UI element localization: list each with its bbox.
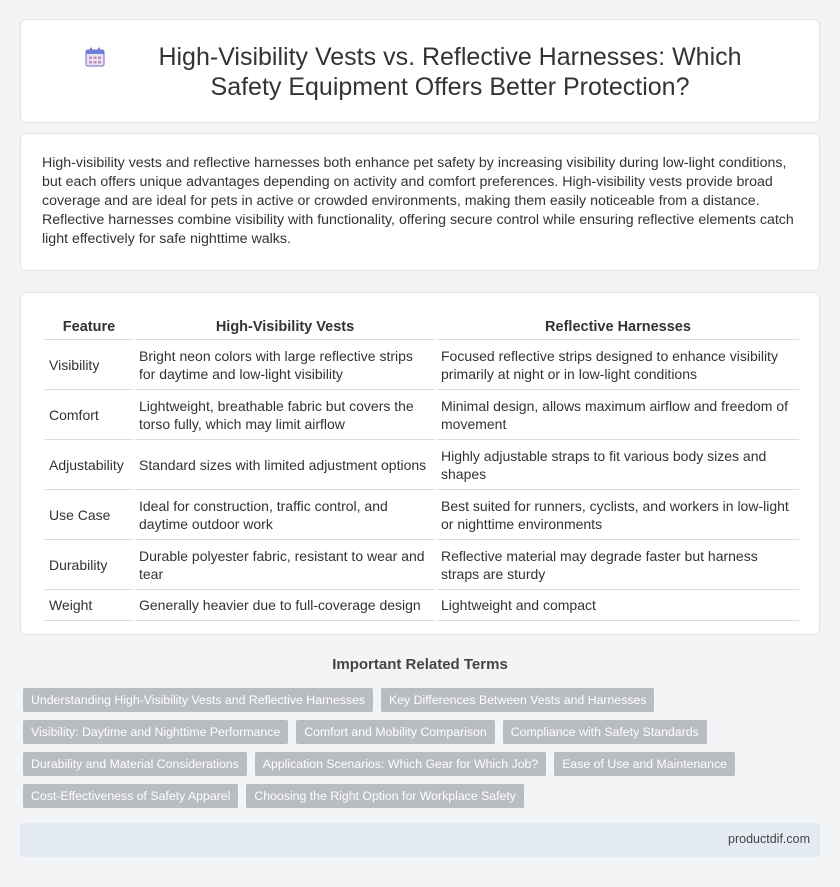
vests-cell: Standard sizes with limited adjustment options — [135, 440, 435, 490]
feature-cell: Use Case — [45, 490, 133, 540]
feature-cell: Comfort — [45, 390, 133, 440]
header-vests: High-Visibility Vests — [135, 315, 435, 340]
calendar-icon — [84, 46, 106, 68]
related-terms-list — [23, 688, 823, 816]
feature-cell: Durability — [45, 540, 133, 590]
vests-cell: Bright neon colors with large reflective strips for daytime and low-light visibility — [135, 340, 435, 390]
intro-paragraph: High-visibility vests and reflective harnesses both enhance pet safety by increasing visibility during low-light conditions, but each offers unique advantages depending on activity and comfort preferences. High-visibility vests provide broad coverage and are ideal for pets in active or crowded environments, making them easily noticeable from a distance. Reflective harnesses combine visibility with functionality, offering secure control while ensuring reflective elements catch light effectively for safe nighttime walks. — [42, 155, 794, 247]
harnesses-cell: Lightweight and compact — [437, 590, 799, 621]
related-term-tag[interactable]: Key Differences Between Vests and Harnesses — [381, 688, 654, 712]
table-row — [45, 490, 799, 540]
vests-cell: Lightweight, breathable fabric but covers the torso fully, which may limit airflow — [135, 390, 435, 440]
related-term-tag[interactable]: Understanding High-Visibility Vests and Reflective Harnesses — [23, 688, 373, 712]
harnesses-cell: Reflective material may degrade faster but harness straps are sturdy — [437, 540, 799, 590]
harnesses-cell: Highly adjustable straps to fit various body sizes and shapes — [437, 440, 799, 490]
table-header-row — [45, 315, 799, 340]
harnesses-cell: Focused reflective strips designed to enhance visibility primarily at night or in low-light conditions — [437, 340, 799, 390]
related-term-tag[interactable]: Ease of Use and Maintenance — [554, 752, 735, 776]
page-title: High-Visibility Vests vs. Reflective Harnesses: Which Safety Equipment Offers Better Protection? — [158, 43, 742, 101]
related-term-tag[interactable]: Visibility: Daytime and Nighttime Performance — [23, 720, 288, 744]
feature-cell: Adjustability — [45, 440, 133, 490]
vests-cell: Generally heavier due to full-coverage design — [135, 590, 435, 621]
feature-cell: Weight — [45, 590, 133, 621]
footer-site-name[interactable]: productdif.com — [728, 832, 810, 846]
vests-cell: Durable polyester fabric, resistant to wear and tear — [135, 540, 435, 590]
vests-cell: Ideal for construction, traffic control, and daytime outdoor work — [135, 490, 435, 540]
table-row — [45, 340, 799, 390]
intro-card — [20, 133, 820, 271]
feature-cell: Visibility — [45, 340, 133, 390]
footer — [20, 823, 820, 857]
comparison-table-card — [20, 292, 820, 635]
table-row — [45, 390, 799, 440]
table-row — [45, 540, 799, 590]
related-terms-title: Important Related Terms — [332, 656, 508, 673]
related-term-tag[interactable]: Application Scenarios: Which Gear for Which Job? — [255, 752, 546, 776]
related-term-tag[interactable]: Durability and Material Considerations — [23, 752, 247, 776]
harnesses-cell: Minimal design, allows maximum airflow and freedom of movement — [437, 390, 799, 440]
header-feature: Feature — [45, 315, 133, 340]
header-harnesses: Reflective Harnesses — [437, 315, 799, 340]
table-row — [45, 590, 799, 621]
table-row — [45, 440, 799, 490]
related-term-tag[interactable]: Choosing the Right Option for Workplace Safety — [246, 784, 524, 808]
harnesses-cell: Best suited for runners, cyclists, and workers in low-light or nighttime environments — [437, 490, 799, 540]
related-term-tag[interactable]: Cost-Effectiveness of Safety Apparel — [23, 784, 238, 808]
comparison-table — [43, 315, 801, 621]
related-term-tag[interactable]: Comfort and Mobility Comparison — [296, 720, 494, 744]
related-term-tag[interactable]: Compliance with Safety Standards — [503, 720, 707, 744]
